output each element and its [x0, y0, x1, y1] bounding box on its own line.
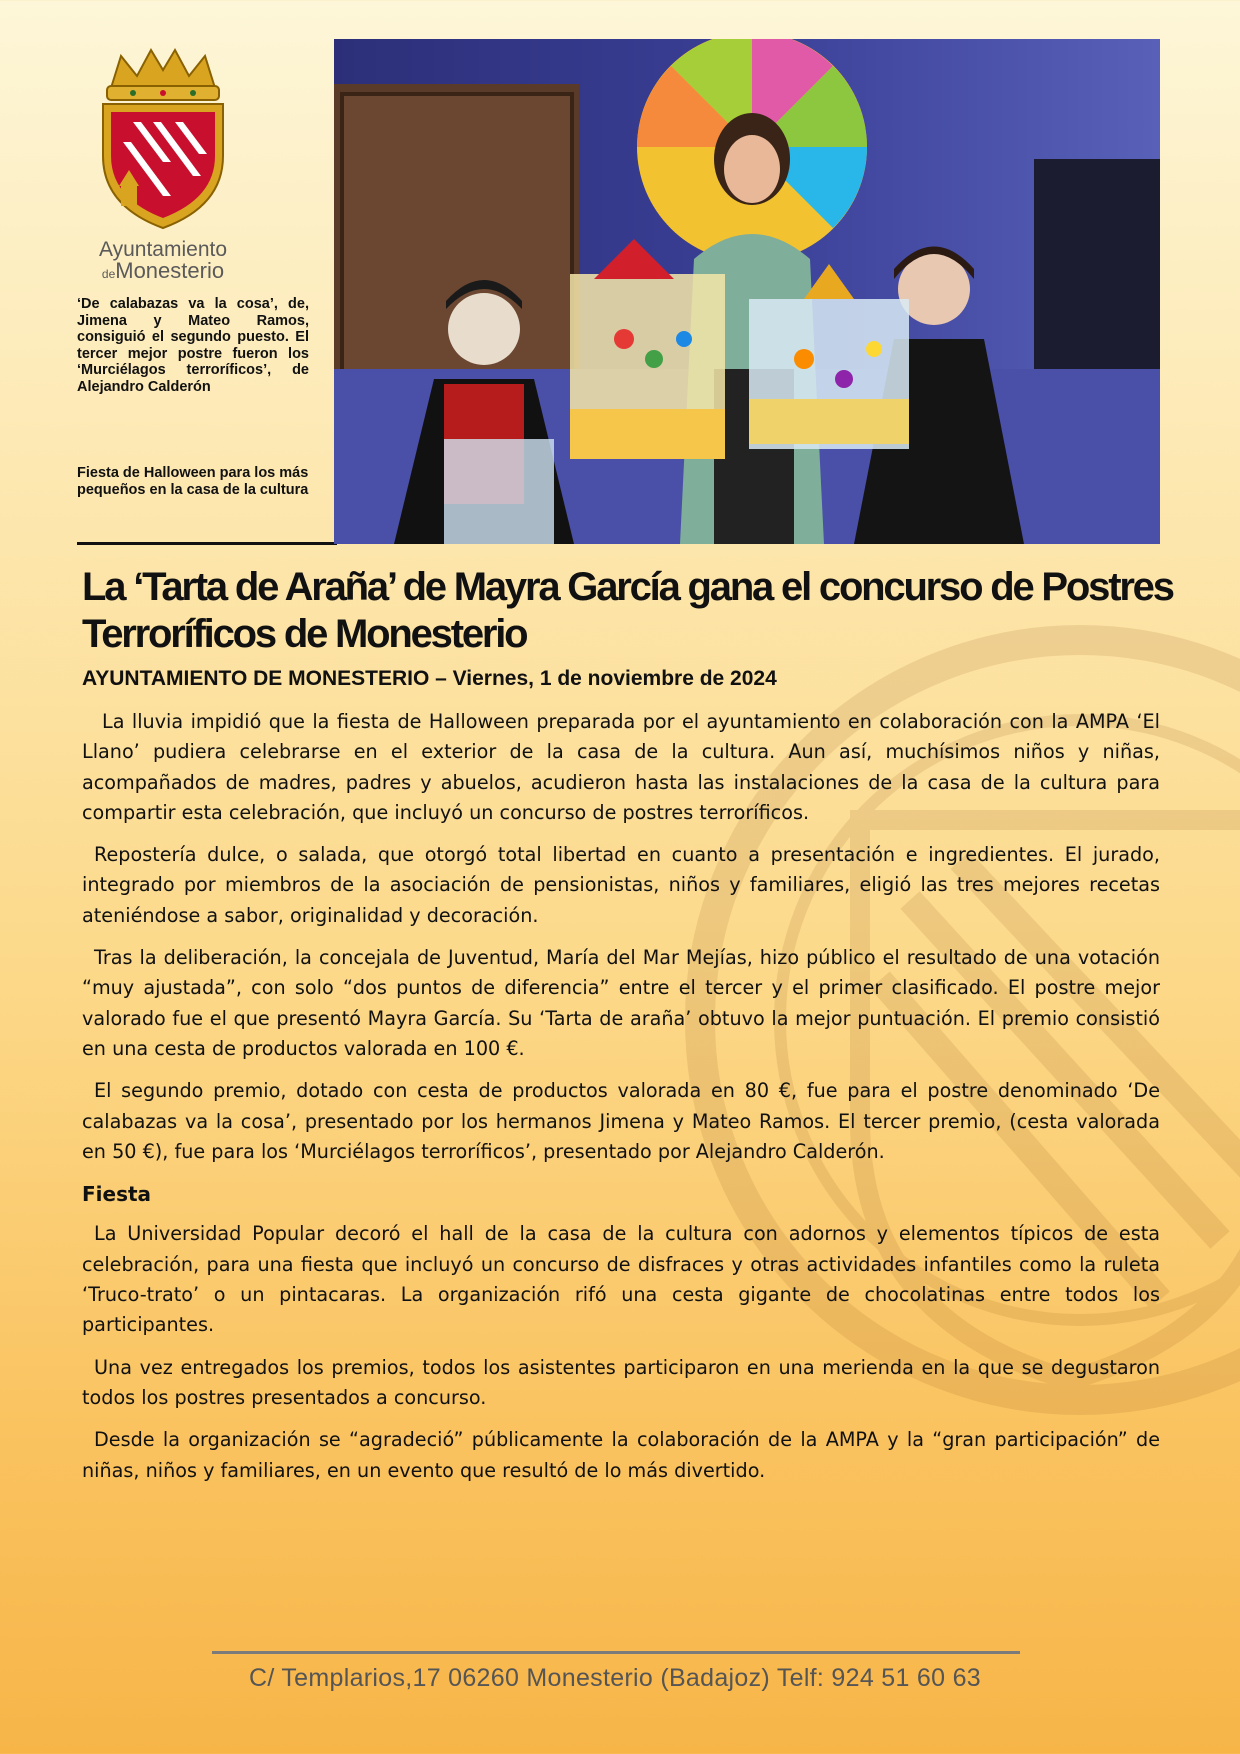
article-paragraph: La lluvia impidió que la fiesta de Halloween preparada por el ayuntamiento en colaboración con la AMPA ‘El Llano’ pudiera celebrarse en el exterior de la casa de la cultura. Aun así, muchísimos niños y niñas, acompañados de madres, padres y abuelos, acudieron hasta las instalaciones de la casa de la cultura para compartir esta celebración, que incluyó un concurso de postres terroríficos. [82, 710, 1160, 824]
article-paragraph: El segundo premio, dotado con cesta de productos valorada en 80 €, fue para el postre denominado ‘De calabazas va la cosa’, presentado por los hermanos Jimena y Mateo Ramos. El tercer premio, (cesta valorada en 50 €), fue para los ‘Murciélagos terroríficos’, presentado por Alejandro Calderón. [82, 1079, 1160, 1163]
footer-divider [212, 1651, 1020, 1654]
caption-divider [77, 542, 337, 545]
coat-of-arms-icon [93, 46, 233, 236]
article-subheading: Fiesta [82, 1182, 152, 1207]
footer-address: C/ Templarios,17 06260 Monesterio (Badajoz) Telf: 924 51 60 63 [248, 1664, 981, 1692]
article-paragraph: La Universidad Popular decoró el hall de la casa de la cultura con adornos y elementos típicos de esta celebración, para una fiesta que incluyó un concurso de disfraces y otras actividades infantiles como la ruleta ‘Truco-trato’ o un pintacaras. La organización rifó una cesta gigante de chocolatinas entre todos los participantes. [82, 1222, 1160, 1337]
town-logo [88, 46, 238, 286]
photo-caption-1: ‘De calabazas va la cosa’, de, Jimena y Mateo Ramos, consiguió el segundo puesto. El tercer mejor postre fueron los ‘Murciélagos terroríficos’, de Alejandro Calderón [77, 296, 309, 395]
article-paragraph: Desde la organización se “agradeció” públicamente la colaboración de la AMPA y la “gran participación” de niñas, niños y familiares, en un evento que resultó de lo más divertido. [82, 1428, 1160, 1482]
article-paragraph: Tras la deliberación, la concejala de Juventud, María del Mar Mejías, hizo público el resultado de una votación “muy ajustada”, con solo “dos puntos de diferencia” entre el tercer y el primer clasificado. El postre mejor valorado fue el que presentó Mayra García. Su ‘Tarta de araña’ obtuvo la mejor puntuación. El premio consistió en una cesta de productos valorada en 100 €. [82, 946, 1160, 1060]
logo-line2 [88, 260, 238, 285]
article-headline: La ‘Tarta de Araña’ de Mayra García gana el concurso de Postres Terroríficos de Monesterio [82, 565, 1173, 656]
photo-caption-2: Fiesta de Halloween para los más pequeños en la casa de la cultura [77, 465, 309, 498]
logo-line2-text: Monesterio [115, 258, 225, 283]
article-byline: AYUNTAMIENTO DE MONESTERIO – Viernes, 1 de noviembre de 2024 [82, 667, 777, 690]
article-body [82, 707, 1160, 1498]
article-paragraph: Una vez entregados los premios, todos los asistentes participaron en una merienda en la que se degustaron todos los postres presentados a concurso. [82, 1355, 1160, 1409]
event-photo [334, 39, 1160, 544]
logo-line1: Ayuntamiento [98, 238, 228, 261]
halloween-photo-icon [334, 39, 1160, 544]
article-paragraph: Repostería dulce, o salada, que otorgó total libertad en cuanto a presentación e ingredientes. El jurado, integrado por miembros de la asociación de pensionistas, niños y familiares, eligió las tres mejores recetas ateniéndose a sabor, originalidad y decoración. [82, 843, 1160, 927]
logo-line2-prefix: de [101, 267, 116, 281]
